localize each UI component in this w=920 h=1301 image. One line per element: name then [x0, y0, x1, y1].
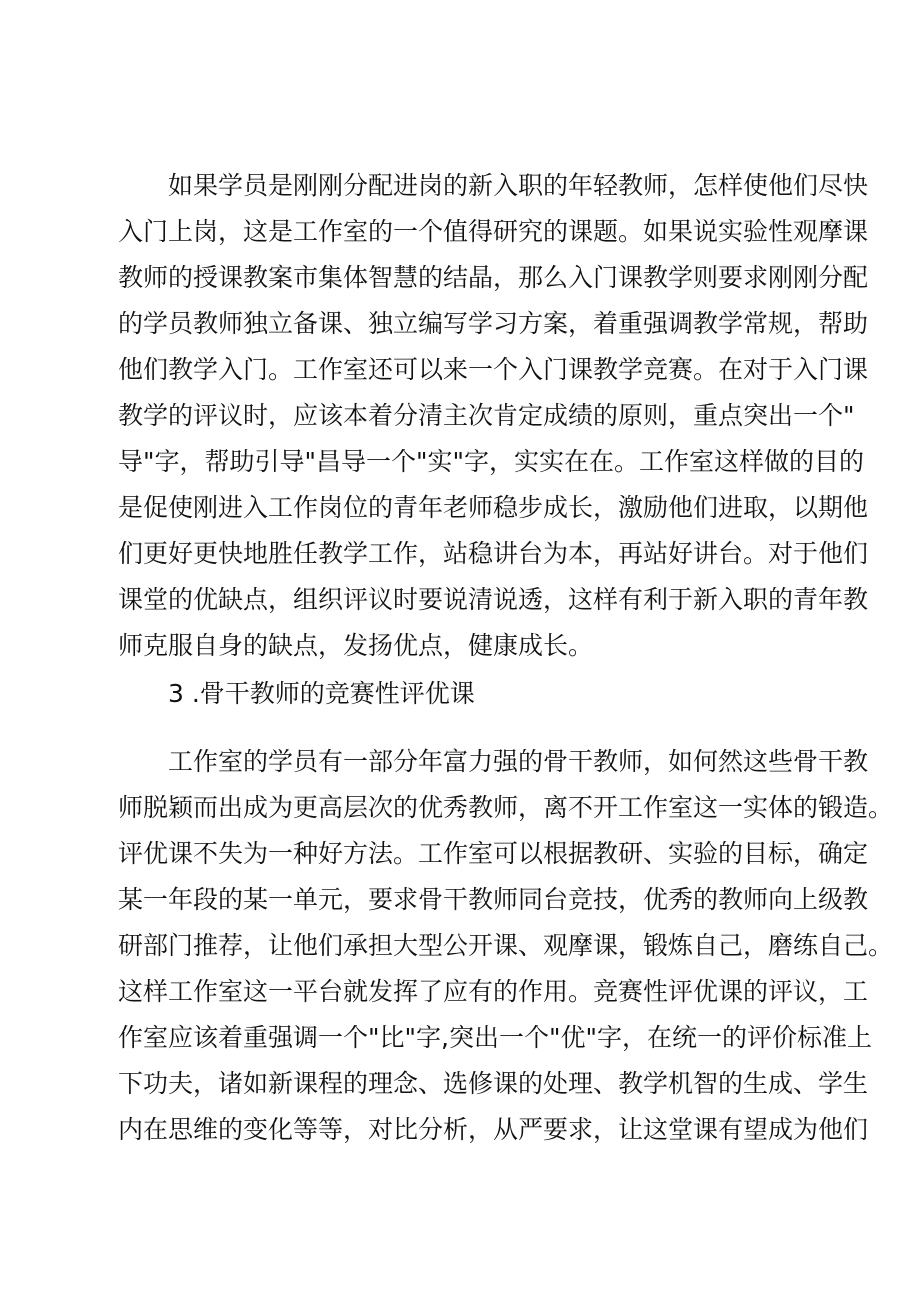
section-heading: 3 .骨干教师的竞赛性评优课 [168, 679, 475, 708]
paragraph-2-line-5: 研部门推荐，让他们承担大型公开课、观摩课，锻炼自己，磨练自己。 [118, 931, 894, 960]
paragraph-2-line-7: 作室应该着重强调一个"比"字,突出一个"优"字，在统一的评价标准上 [118, 1023, 872, 1052]
paragraph-2-line-1: 工作室的学员有一部分年富力强的骨干教师，如何然这些骨干教 [168, 747, 869, 776]
paragraph-2-line-3: 评优课不失为一种好方法。工作室可以根据教研、实验的目标，确定 [118, 839, 869, 868]
paragraph-1-line-11: 师克服自身的缺点，发扬优点，健康成长。 [118, 631, 594, 660]
paragraph-1-line-8: 是促使刚进入工作岗位的青年老师稳步成长，激励他们进取，以期他 [118, 493, 869, 522]
paragraph-1-line-1: 如果学员是刚刚分配进岗的新入职的年轻教师，怎样使他们尽快 [168, 171, 869, 200]
paragraph-1-line-4: 的学员教师独立备课、独立编写学习方案，着重强调教学常规，帮助 [118, 309, 869, 338]
paragraph-1-line-7: 导"字，帮助引导"昌导一个"实"字，实实在在。工作室这样做的目的 [118, 447, 864, 476]
paragraph-1-line-5: 他们教学入门。工作室还可以来一个入门课教学竞赛。在对于入门课 [118, 355, 869, 384]
paragraph-1-line-2: 入门上岗，这是工作室的一个值得研究的课题。如果说实验性观摩课 [118, 217, 869, 246]
paragraph-2-line-8: 下功夫，诸如新课程的理念、选修课的处理、教学机智的生成、学生 [118, 1069, 869, 1098]
paragraph-1-line-9: 们更好更快地胜任教学工作，站稳讲台为本，再站好讲台。对于他们 [118, 539, 869, 568]
paragraph-2-line-9: 内在思维的变化等等，对比分析，从严要求，让这堂课有望成为他们 [118, 1115, 869, 1144]
paragraph-1-line-3: 教师的授课教案市集体智慧的结晶，那么入门课教学则要求刚刚分配 [118, 263, 869, 292]
paragraph-1-line-6: 教学的评议时，应该本着分清主次肯定成绩的原则，重点突出一个" [118, 401, 855, 430]
paragraph-2-line-2: 师脱颖而出成为更高层次的优秀教师，离不开工作室这一实体的锻造。 [118, 793, 894, 822]
paragraph-1-line-10: 课堂的优缺点，组织评议时要说清说透，这样有利于新入职的青年教 [118, 585, 869, 614]
paragraph-2-line-4: 某一年段的某一单元，要求骨干教师同台竞技，优秀的教师向上级教 [118, 885, 869, 914]
paragraph-2-line-6: 这样工作室这一平台就发挥了应有的作用。竞赛性评优课的评议，工 [118, 977, 869, 1006]
